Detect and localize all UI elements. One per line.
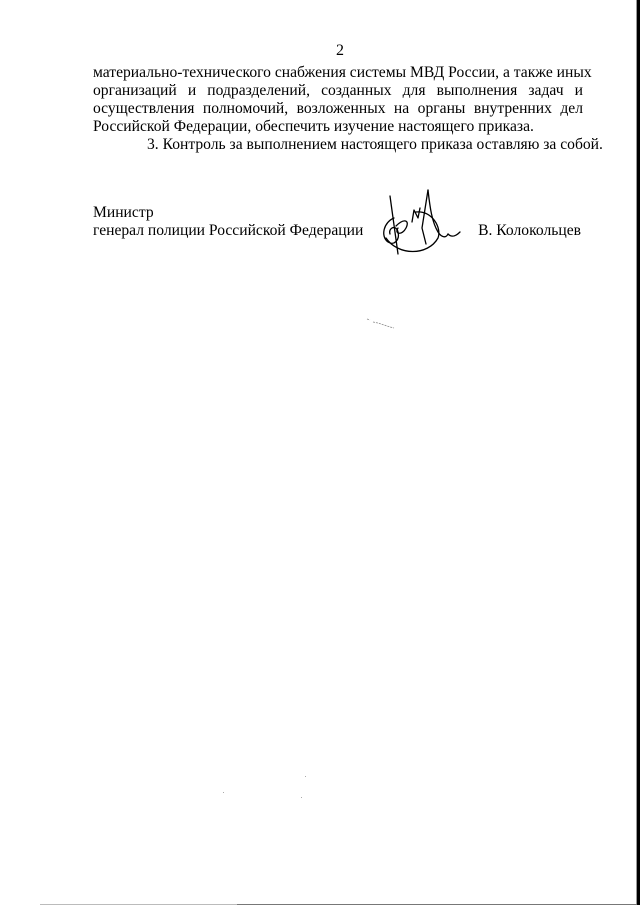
signatory-position: Министр	[93, 204, 154, 221]
handwritten-signature-icon	[376, 188, 466, 256]
scan-speck	[305, 776, 306, 777]
paragraph-item-3	[93, 136, 603, 154]
text-line: организаций и подразделений, созданных для выполнения задач и	[93, 82, 583, 99]
scan-right-edge-shadow	[636, 0, 637, 905]
text-line: осуществления полномочий, возложенных на органы внутренних дел	[93, 100, 583, 117]
signatory-rank: генерал полиции Российской Федерации	[93, 222, 364, 239]
page-number: 2	[336, 42, 344, 59]
scan-speck	[301, 797, 302, 798]
text-line: 3. Контроль за выполнением настоящего приказа оставляю за собой.	[147, 136, 603, 153]
text-line: материально-технического снабжения системы МВД России, а также иных	[93, 64, 592, 81]
document-body	[93, 64, 603, 154]
stray-pen-mark	[366, 316, 396, 330]
signatory-name: В. Колокольцев	[478, 222, 581, 239]
paragraph-continuation	[93, 64, 592, 136]
text-line: Российской Федерации, обеспечить изучение настоящего приказа.	[93, 118, 534, 135]
scan-speck	[223, 792, 224, 793]
